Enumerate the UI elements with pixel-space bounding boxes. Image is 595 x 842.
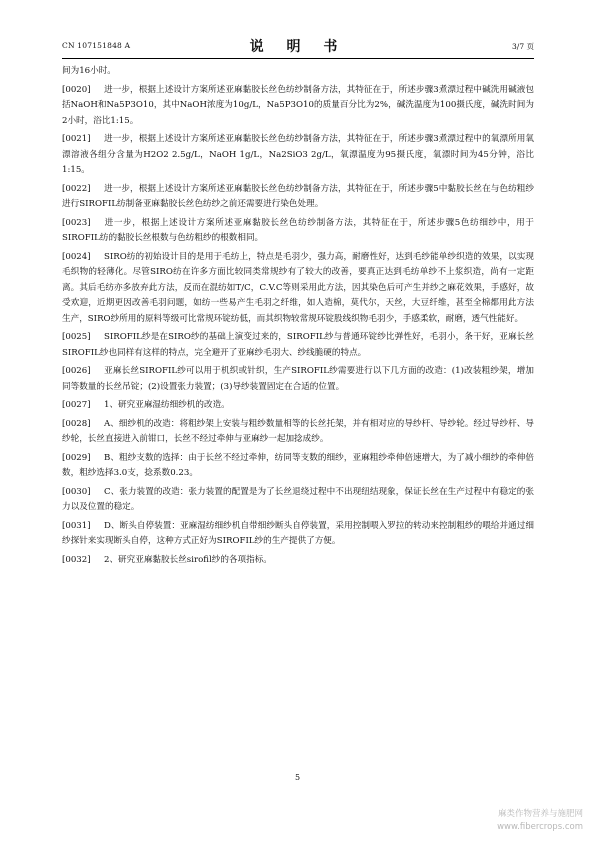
paragraph-number: [0029] [62, 452, 91, 463]
page-title: 说 明 书 [249, 39, 347, 55]
paragraph-number: [0022] [62, 183, 91, 194]
site-watermark [497, 808, 583, 834]
paragraph-number: [0021] [62, 134, 91, 144]
page-number: 5 [294, 773, 301, 782]
paragraph-number: [0023] [62, 217, 91, 228]
patent-number: CN 107151848 A [62, 41, 131, 50]
paragraph [62, 216, 534, 247]
paragraph-text: B、粗纱支数的选择：由于长丝不经过牵伸，纺同等支数的细纱，亚麻粗纱牵伸倍速增大，为了减小细纱的牵伸倍数，粗纱选择3.0支，捻系数0.23。 [62, 452, 534, 478]
paragraph [62, 398, 534, 414]
paragraph-text: 亚麻长丝SIROFIL纱可以用于机织或针织，生产SIROFIL纱需要进行以下几方面的改造：(1)改装粗纱架，增加同等数量的长丝吊锭；(2)设置张力装置；(3)导纱装置固定在合适的位置。 [62, 366, 534, 392]
paragraph-number: [0032] [62, 554, 91, 565]
paragraph-text: D、断头自停装置：亚麻湿纺细纱机自带细纱断头自停装置，采用控制喂入罗拉的转动来控制粗纱的喂给并通过细纱探针来实现断头自停，这种方式正好为SIROFIL纱的生产提供了方便。 [62, 520, 534, 546]
paragraph-number: [0028] [62, 418, 91, 429]
paragraph-text: A、细纱机的改造：将粗纱架上安装与粗纱数量相等的长丝托架，并有相对应的导纱杆、导纱轮。经过导纱杆、导纱轮，长丝直接进入前钳口，长丝不经过牵伸与亚麻纱一起加捻成纱。 [62, 418, 534, 444]
paragraph-number: [0020] [62, 84, 91, 95]
paragraph-text: 2、研究亚麻黏胶长丝sirofil纱的各项指标。 [104, 554, 272, 565]
page-indicator: 3/7 页 [512, 42, 534, 51]
paragraph-text: SIROFIL纱是在SIRO纱的基础上演变过来的，SIROFIL纱与普通环锭纱比弹性好，毛羽小，条干好，亚麻长丝SIROFIL纱也同样有这样的特点，完全避开了亚麻纱毛羽大、纱线脆硬的特点。 [62, 332, 534, 358]
paragraph-text: 进一步，根据上述设计方案所述亚麻黏胶长丝色纺纱制备方法，其特征在于，所述步骤3煮漂过程中碱洗用碱液包括NaOH和Na5P3O10，其中NaOH浓度为10g/L，Na5P3O10的质量百分比为2%，碱洗温度为100摄氏度，碱洗时间为2小时，浴比1:15。 [62, 84, 534, 126]
paragraph [62, 519, 534, 550]
paragraph [62, 553, 534, 569]
paragraph-text: 进一步，根据上述设计方案所述亚麻黏胶长丝色纺纱制备方法，其特征在于，所述步骤5中黏胶长丝在与色纺粗纱进行SIROFIL纺制备亚麻黏胶长丝色纺纱之前还需要进行染色处理。 [62, 183, 534, 209]
page-header [62, 36, 534, 59]
paragraph-number: [0027] [62, 400, 91, 410]
paragraph [62, 250, 534, 328]
watermark-site-name: 麻类作物营养与施肥网 [497, 809, 583, 819]
paragraph [62, 182, 534, 213]
paragraph [62, 417, 534, 448]
continued-line: 间为16小时。 [62, 66, 116, 76]
watermark-url: www.fibercrops.com [497, 822, 583, 832]
document-body [62, 64, 534, 571]
paragraph [62, 83, 534, 130]
paragraph [62, 485, 534, 516]
paragraph-list [62, 83, 534, 569]
paragraph [62, 330, 534, 361]
paragraph-text: 进一步，根据上述设计方案所述亚麻黏胶长丝色纺纱制备方法，其特征在于，所述步骤5色纺细纱中，用于SIROFIL纺的黏胶长丝根数与色纺粗纱的根数相同。 [62, 217, 534, 243]
paragraph-text: SIRO纺的初始设计目的是用于毛纺上，特点是毛羽少，强力高，耐磨性好，达到毛纱能单纱织造的效果，以实现毛织物的轻薄化。尽管SIRO纺在许多方面比较同类常规纱有了较大的改善，要真正达到毛纺单纱不上浆织造，尚有一定距离。其后毛纺亦多放弃此方法，反而在混纺如T/C，C.V.C等则采用此方法，因其染色后可产生并纱之麻花效果，手感好，故受欢迎，近期更因改善毛羽问题，如纺一些易产生毛羽之纤维，如人造棉，莫代尔，天丝，大豆纤维，甚至全棉都用此方法生产，SIRO纱所用的原料等级可比常规环锭纺低，而其织物较常规环锭股线织物毛羽少，手感柔软，耐磨，透气性能好。 [62, 251, 534, 324]
paragraph-text: C、张力装置的改造：张力装置的配置是为了长丝退绕过程中不出现纽结现象，保证长丝在生产过程中有稳定的张力以及位置的稳定。 [62, 486, 534, 512]
paragraph-number: [0030] [62, 486, 91, 497]
paragraph [62, 132, 534, 179]
paragraph [62, 364, 534, 395]
paragraph-number: [0026] [62, 366, 91, 376]
paragraph-text: 1、研究亚麻湿纺细纱机的改造。 [104, 400, 230, 410]
paragraph-number: [0025] [62, 332, 91, 342]
paragraph-number: [0024] [62, 251, 91, 262]
paragraph-number: [0031] [62, 520, 91, 531]
paragraph-text: 进一步，根据上述设计方案所述亚麻黏胶长丝色纺纱制备方法，其特征在于，所述步骤3煮漂过程中的氧漂所用氧漂溶液各组分含量为H2O2 2.5g/L，NaOH 1g/L，Na2SiO3 2g/L，氧漂温度为95摄氏度，氧漂时间为45分钟，浴比1:15。 [62, 134, 534, 175]
paragraph [62, 451, 534, 482]
